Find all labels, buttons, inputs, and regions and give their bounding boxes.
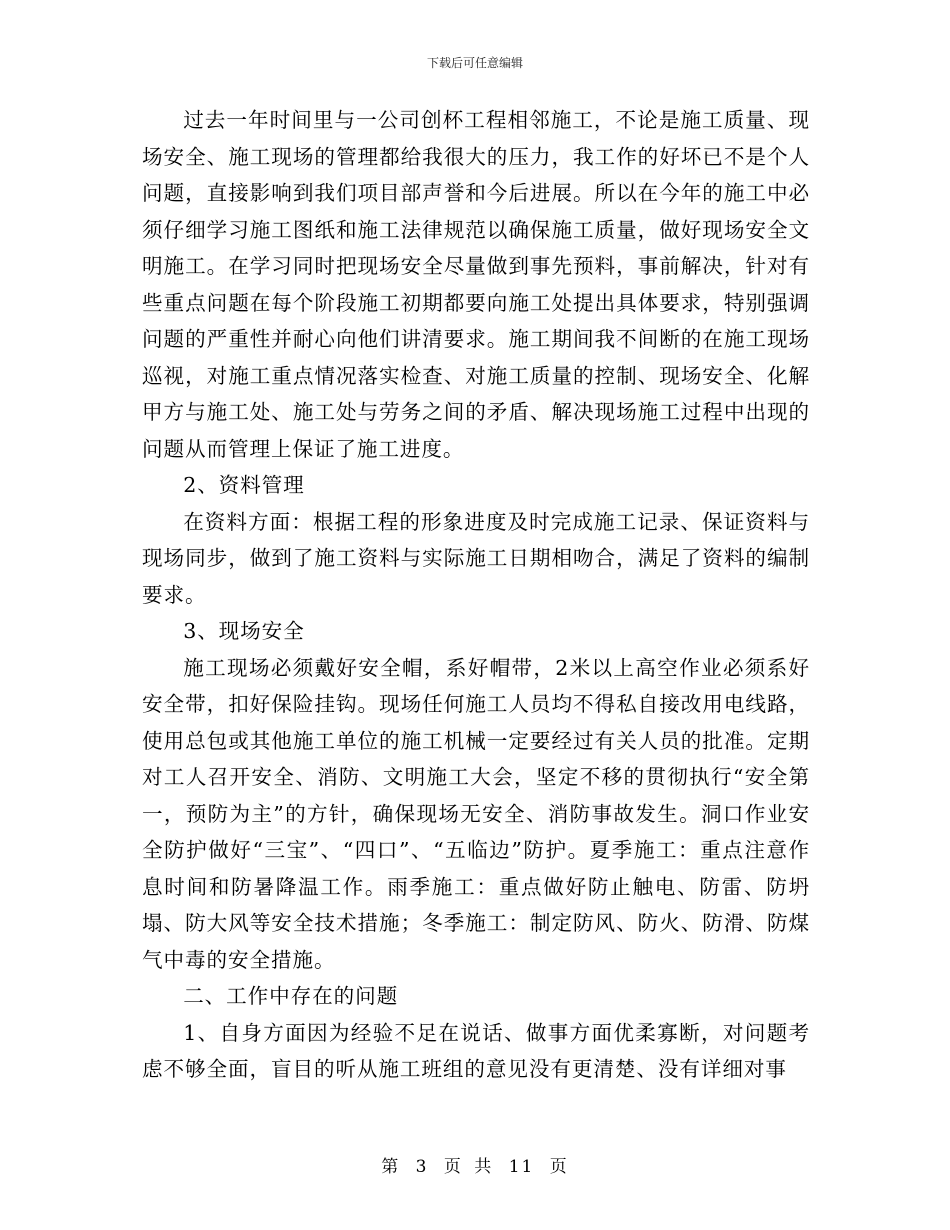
paragraph-3: 施工现场必须戴好安全帽，系好帽带，2米以上高空作业必须系好安全带，扣好保险挂钩。现场任何施工人员均不得私自接改用电线路，使用总包或其他施工单位的施工机械一定要经过有关人员的批准。定期对工人召开安全、消防、文明施工大会，坚定不移的贯彻执行“安全第一，预防为主”的方针，确保现场无安全、消防事故发生。洞口作业安全防护做好“三宝”、“四口”、“五临边”防护。夏季施工：重点注意作息时间和防暑降温工作。雨季施工：重点做好防止触电、防雷、防坍塌、防大风等安全技术措施；冬季施工：制定防风、防火、防滑、防煤气中毒的安全措施。 — [142, 655, 810, 972]
section-heading-data-management: 2、资料管理 — [183, 473, 305, 497]
paragraph-2: 在资料方面：根据工程的形象进度及时完成施工记录、保证资料与现场同步，做到了施工资料与实际施工日期相吻合，满足了资料的编制要求。 — [142, 509, 810, 607]
section-heading-problems: 二、工作中存在的问题 — [183, 984, 399, 1008]
footer-total-pages: 11 — [508, 1157, 535, 1177]
footer-middle: 页 共 — [443, 1157, 494, 1177]
document-body — [142, 102, 810, 1088]
section-heading-site-safety: 3、现场安全 — [183, 619, 305, 643]
paragraph-1: 过去一年时间里与一公司创杯工程相邻施工，不论是施工质量、现场安全、施工现场的管理都给我很大的压力，我工作的好坏已不是个人问题，直接影响到我们项目部声誉和今后进展。所以在今年的施工中必须仔细学习施工图纸和施工法律规范以确保施工质量，做好现场安全文明施工。在学习同时把现场安全尽量做到事先预料，事前解决，针对有些重点问题在每个阶段施工初期都要向施工处提出具体要求，特别强调问题的严重性并耐心向他们讲清要求。施工期间我不间断的在施工现场巡视，对施工重点情况落实检查、对施工质量的控制、现场安全、化解甲方与施工处、施工处与劳务之间的矛盾、解决现场施工过程中出现的问题从而管理上保证了施工进度。 — [142, 108, 810, 461]
footer-suffix: 页 — [549, 1157, 569, 1177]
page-footer — [0, 1157, 950, 1177]
footer-page-number: 3 — [415, 1157, 429, 1177]
footer-prefix: 第 — [381, 1157, 401, 1177]
page-header: 下载后可任意编辑 — [426, 56, 523, 70]
paragraph-4: 1、自身方面因为经验不足在说话、做事方面优柔寡断，对问题考虑不够全面，盲目的听从施工班组的意见没有更清楚、没有详细对事 — [142, 1020, 810, 1081]
